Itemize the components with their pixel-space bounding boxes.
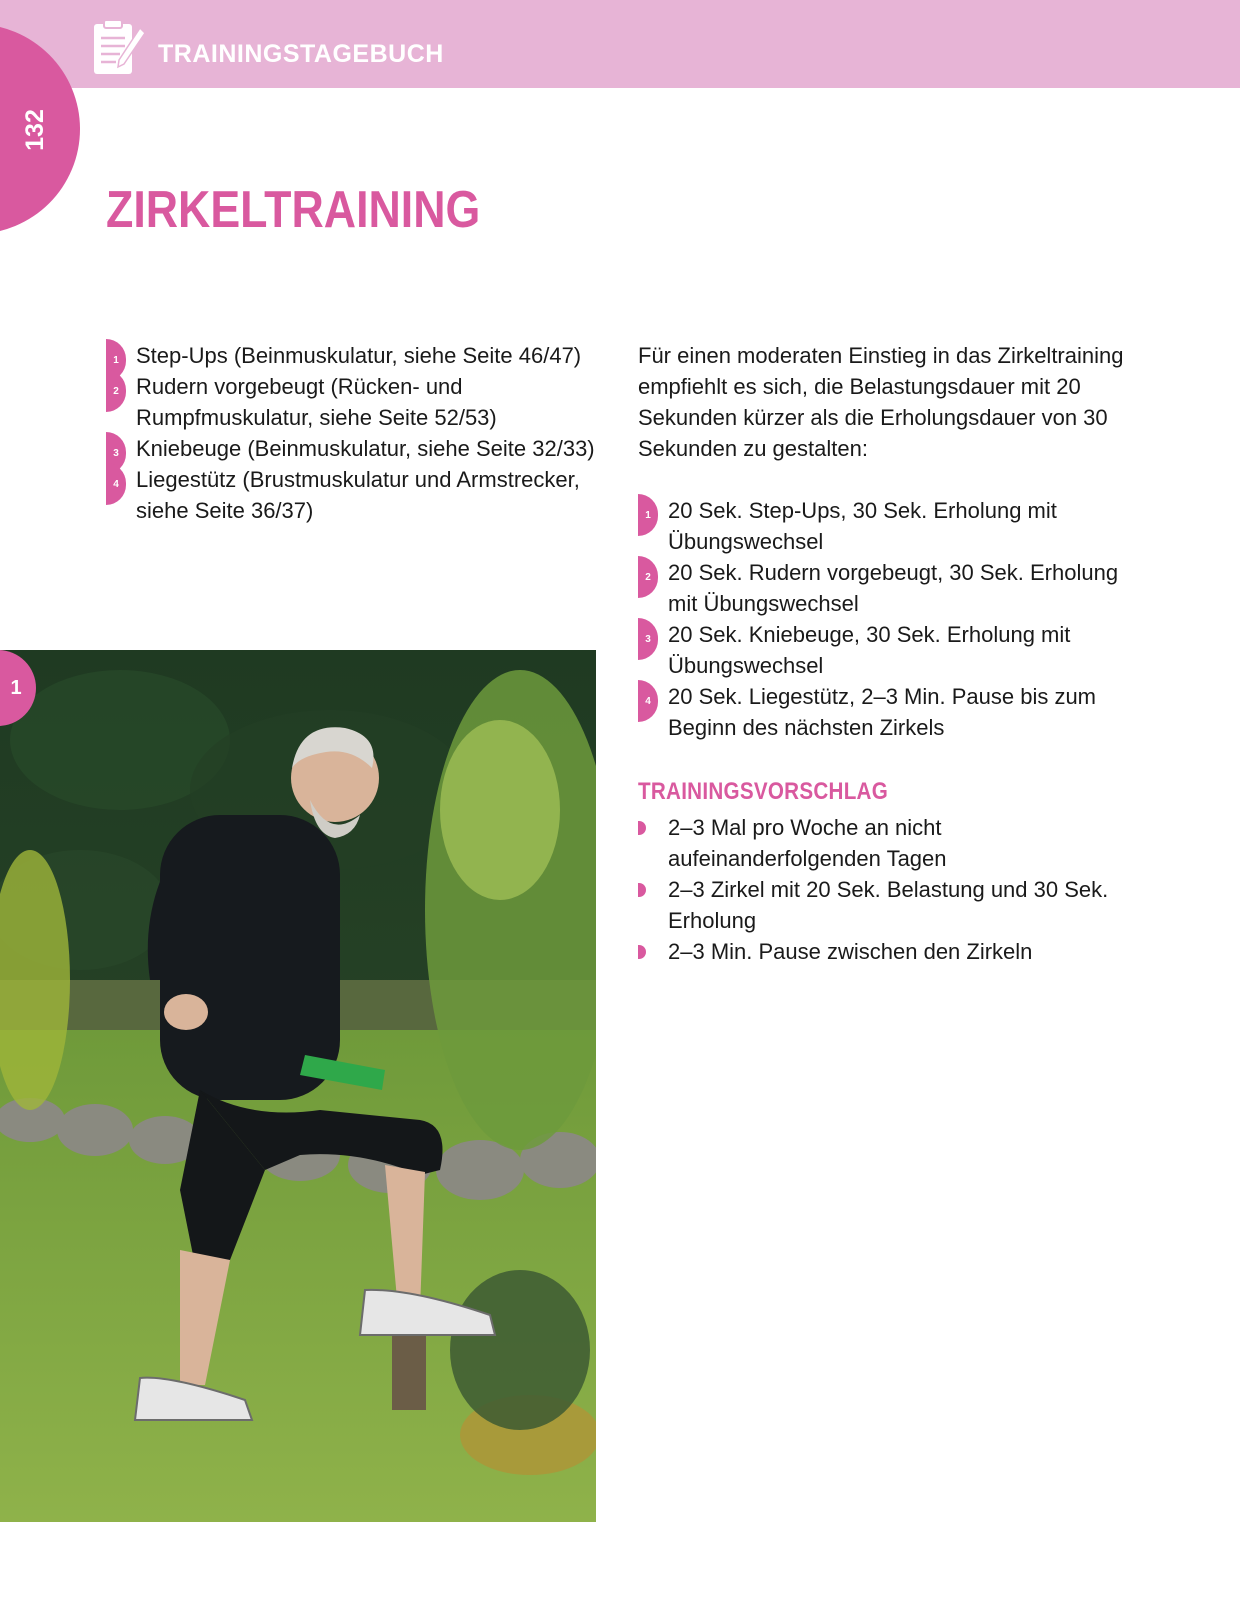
list-item xyxy=(638,936,1138,967)
list-item xyxy=(106,433,606,464)
step-text: 20 Sek. Step-Ups, 30 Sek. Erholung mit Übungswechsel xyxy=(668,498,1057,554)
number-badge: 2 xyxy=(106,370,126,412)
bullet-icon xyxy=(638,883,646,897)
list-item xyxy=(106,340,606,371)
intro-paragraph: Für einen moderaten Einstieg in das Zirkeltraining empfiehlt es sich, die Belastungsdauer mit 20 Sekunden kürzer als die Erholungsdauer von 30 Sekunden zu gestalten: xyxy=(638,343,1124,461)
list-item xyxy=(638,874,1138,936)
exercise-text: Rudern vorgebeugt (Rücken- und Rumpfmuskulatur, siehe Seite 52/53) xyxy=(136,374,497,430)
step-text: 20 Sek. Kniebeuge, 30 Sek. Erholung mit Übungswechsel xyxy=(668,622,1071,678)
header-title: TRAININGSTAGEBUCH xyxy=(158,40,444,68)
exercise-text: Step-Ups (Beinmuskulatur, siehe Seite 46/47) xyxy=(136,343,582,368)
list-item xyxy=(106,371,606,433)
exercise-text: Liegestütz (Brustmuskulatur und Armstrecker, siehe Seite 36/37) xyxy=(136,467,580,523)
number-badge: 2 xyxy=(638,556,658,598)
suggestion-text: 2–3 Zirkel mit 20 Sek. Belastung und 30 Sek. Erholung xyxy=(668,877,1109,933)
number-badge: 4 xyxy=(638,680,658,722)
suggestion-text: 2–3 Mal pro Woche an nicht aufeinanderfolgenden Tagen xyxy=(668,815,947,871)
list-item xyxy=(638,495,1138,557)
page-number: 132 xyxy=(20,109,49,151)
bullet-icon xyxy=(638,821,646,835)
exercise-photo xyxy=(0,650,596,1522)
list-item xyxy=(638,812,1138,874)
bullet-icon xyxy=(638,945,646,959)
number-badge: 1 xyxy=(106,339,126,381)
section-heading: TRAININGSVORSCHLAG xyxy=(638,778,889,805)
list-item xyxy=(638,619,1138,681)
circuit-steps-list xyxy=(638,495,1138,743)
photo-number: 1 xyxy=(10,676,22,699)
step-text: 20 Sek. Rudern vorgebeugt, 30 Sek. Erholung mit Übungswechsel xyxy=(668,560,1119,616)
list-item xyxy=(106,464,606,526)
page-title: ZIRKELTRAINING xyxy=(106,181,481,239)
list-item xyxy=(638,557,1138,619)
list-item xyxy=(638,681,1138,743)
number-badge: 1 xyxy=(638,494,658,536)
clipboard-pen-icon xyxy=(92,18,146,76)
suggestion-text: 2–3 Min. Pause zwischen den Zirkeln xyxy=(668,939,1033,964)
suggestion-list xyxy=(638,812,1138,967)
number-badge: 3 xyxy=(638,618,658,660)
number-badge: 4 xyxy=(106,463,126,505)
exercise-list xyxy=(106,340,606,526)
exercise-text: Kniebeuge (Beinmuskulatur, siehe Seite 32/33) xyxy=(136,436,595,461)
step-text: 20 Sek. Liegestütz, 2–3 Min. Pause bis zum Beginn des nächsten Zirkels xyxy=(668,684,1097,740)
number-badge: 3 xyxy=(106,432,126,474)
